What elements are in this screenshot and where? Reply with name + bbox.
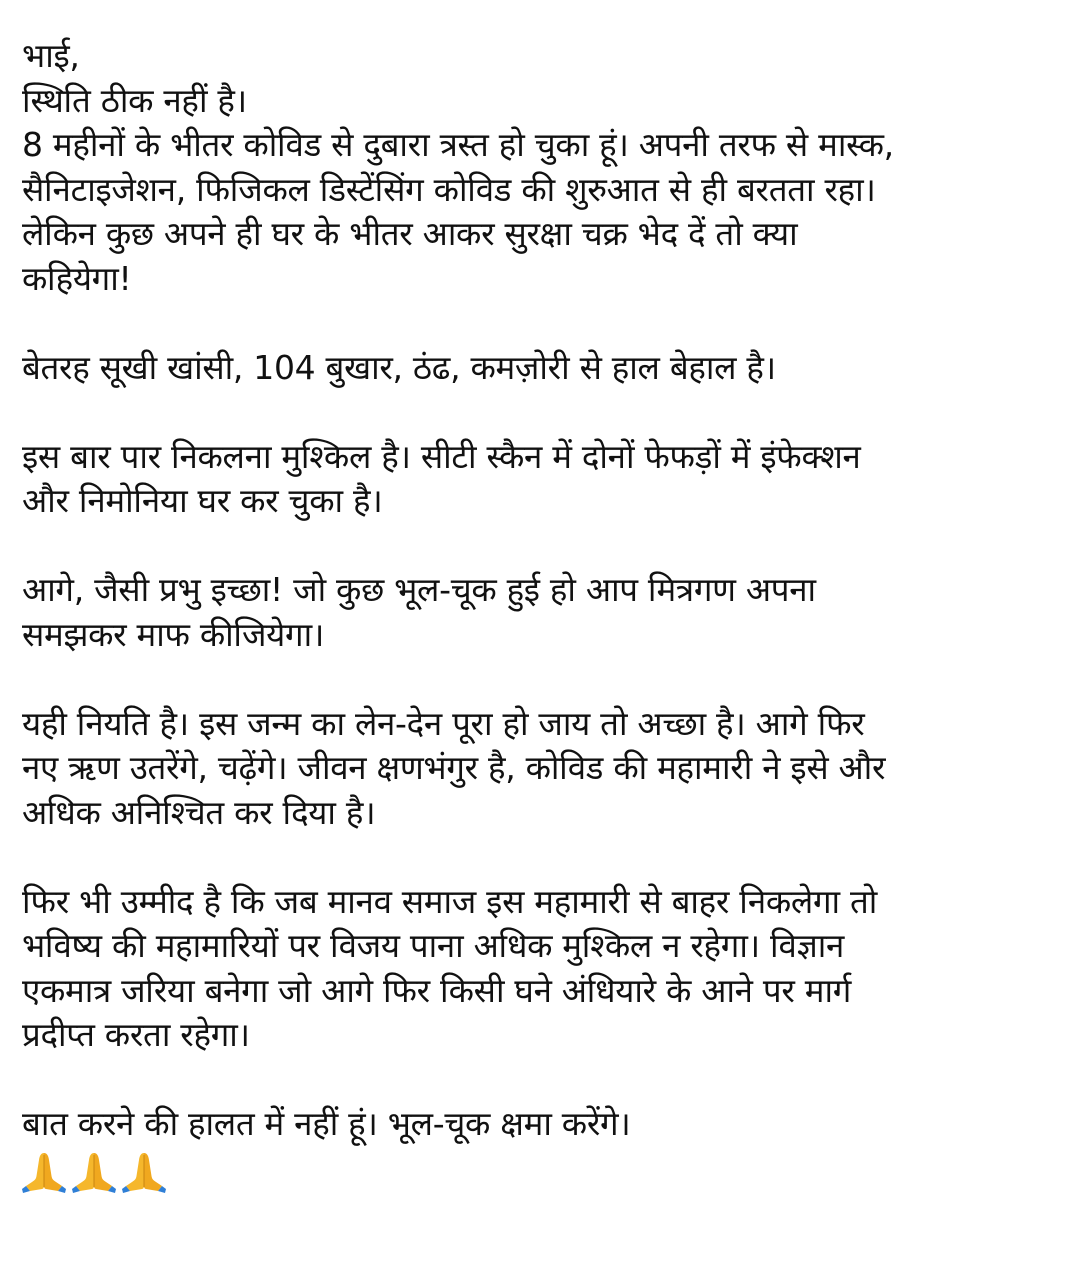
paragraph-1 bbox=[22, 79, 1062, 302]
text-line: भविष्य की महामारियों पर विजय पाना अधिक मुश्किल न रहेगा। विज्ञान bbox=[22, 926, 844, 965]
text-line: स्थिति ठीक नहीं है। bbox=[22, 80, 247, 120]
paragraph-gap bbox=[22, 390, 1062, 435]
text-line: समझकर माफ कीजियेगा। bbox=[22, 614, 325, 654]
text-line: यही नियति है। इस जन्म का लेन-देन पूरा हो जाय तो अच्छा है। आगे फिर bbox=[22, 703, 865, 743]
paragraph-gap bbox=[22, 301, 1062, 346]
text-line: आगे, जैसी प्रभु इच्छा! जो कुछ भूल-चूक हुई हो आप मित्रगण अपना bbox=[22, 570, 816, 609]
paragraph-2 bbox=[22, 346, 1062, 391]
greeting-line: भाई, bbox=[22, 36, 80, 75]
paragraph-gap bbox=[22, 657, 1062, 702]
post-text bbox=[22, 34, 1062, 1193]
text-line: लेकिन कुछ अपने ही घर के भीतर आकर सुरक्षा चक्र भेद दें तो क्या bbox=[22, 214, 798, 253]
text-line: बात करने की हालत में नहीं हूं। भूल-चूक क्षमा करेंगे। bbox=[22, 1104, 631, 1143]
text-line: 8 महीनों के भीतर कोविड से दुबारा त्रस्त हो चुका हूं। अपनी तरफ से मास्क, bbox=[22, 125, 894, 164]
paragraph-gap bbox=[22, 524, 1062, 569]
folded-hands-icon bbox=[22, 1149, 66, 1193]
paragraph-7 bbox=[22, 1102, 1062, 1147]
text-line: एकमात्र जरिया बनेगा जो आगे फिर किसी घने अंधियारे के आने पर मार्ग bbox=[22, 970, 851, 1010]
folded-hands-icon bbox=[122, 1149, 166, 1193]
text-line: बेतरह सूखी खांसी, 104 बुखार, ठंढ, कमज़ोरी से हाल बेहाल है। bbox=[22, 347, 776, 387]
text-line: इस बार पार निकलना मुश्किल है। सीटी स्कैन में दोनों फेफड़ों में इंफेक्शन bbox=[22, 436, 861, 476]
folded-hands-icon bbox=[72, 1149, 116, 1193]
text-line: नए ऋण उतरेंगे, चढ़ेंगे। जीवन क्षणभंगुर है, कोविड की महामारी ने इसे और bbox=[22, 748, 886, 787]
text-line: फिर भी उम्मीद है कि जब मानव समाज इस महामारी से बाहर निकलेगा तो bbox=[22, 881, 878, 921]
paragraph-gap bbox=[22, 835, 1062, 880]
text-line: और निमोनिया घर कर चुका है। bbox=[22, 481, 383, 520]
paragraph-5 bbox=[22, 702, 1062, 836]
text-line: सैनिटाइजेशन, फिजिकल डिस्टेंसिंग कोविड की शुरुआत से ही बरतता रहा। bbox=[22, 169, 876, 209]
paragraph-4 bbox=[22, 568, 1062, 657]
text-line: प्रदीप्त करता रहेगा। bbox=[22, 1015, 250, 1054]
emoji-row bbox=[22, 1149, 1062, 1193]
paragraph-3 bbox=[22, 435, 1062, 524]
text-line: अधिक अनिश्चित कर दिया है। bbox=[22, 792, 376, 832]
paragraph-gap bbox=[22, 1058, 1062, 1103]
paragraph-6 bbox=[22, 880, 1062, 1058]
text-line: कहियेगा! bbox=[22, 258, 132, 298]
